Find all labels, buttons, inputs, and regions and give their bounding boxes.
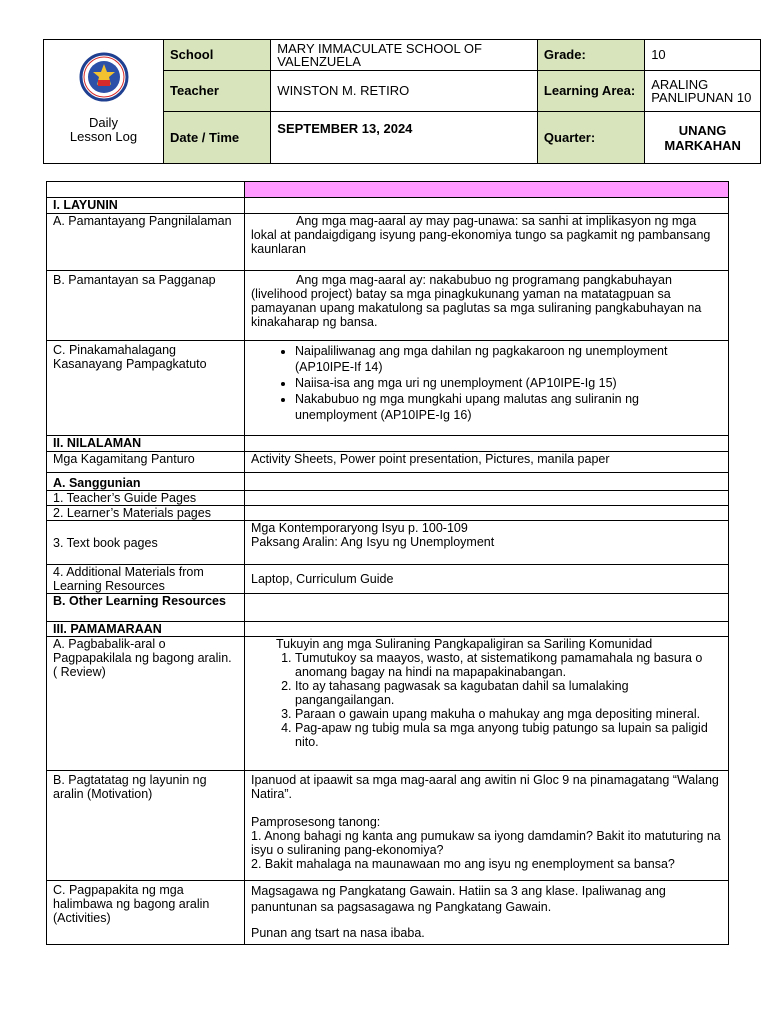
- kasanayan-list: [251, 343, 722, 423]
- motivation-line-1: Ipanuod at ipaawit sa mga mag-aaral ang awitin ni Gloc 9 na pinamagatang “Walang Natira”.: [251, 773, 719, 801]
- deped-seal-icon: [79, 52, 129, 102]
- logo-cell: [44, 40, 164, 164]
- activities-cell: [245, 881, 729, 945]
- motivation-line-3: 1. Anong bahagi ng kanta ang pumukaw sa iyong damdamin? Bakit ito matuturing na isyu o suliraning pang-ekonomiya?: [251, 829, 721, 857]
- list-item: • Naiisa-isa ang mga uri ng unemployment (AP10IPE-Ig 15): [295, 375, 722, 391]
- quarter-label: Quarter:: [537, 112, 644, 164]
- additional-materials-label: 4. Additional Materials from Learning Resources: [47, 565, 245, 594]
- motivation-cell: [245, 771, 729, 881]
- other-resources-label: B. Other Learning Resources: [47, 594, 245, 622]
- activities-label: C. Pagpapakita ng mga halimbawa ng bagong aralin (Activities): [47, 881, 245, 945]
- lesson-table: [46, 181, 729, 945]
- kasanayan-label: C. Pinakamahalagang Kasanayang Pampagkatuto: [47, 341, 245, 436]
- pamantayan-pagganap-text: Ang mga mag-aaral ay: nakabubuo ng programang pangkabuhayan (livelihood project) batay sa mga pinagkukunang yaman na matatagpuan sa pamayanan upang makatulong sa paglutas sa mga suliraning pangkabuhayan na kinakaharap ng bansa.: [245, 271, 729, 341]
- school-value: MARY IMMACULATE SCHOOL OF VALENZUELA: [271, 40, 538, 71]
- review-list: [251, 651, 722, 749]
- motivation-line-4: 2. Bakit mahalaga na maunawaan mo ang isyu ng enemployment sa bansa?: [251, 857, 675, 871]
- document-title: Daily Lesson Log: [69, 114, 138, 144]
- blank-cell: [245, 506, 729, 521]
- list-item: 1. Tumutukoy sa maayos, wasto, at sistematikong pamamahala ng basura o anomang bagay na hindi na mapapakinabangan.: [295, 651, 722, 679]
- teacher-label: Teacher: [164, 71, 271, 112]
- grade-label: Grade:: [537, 40, 644, 71]
- pamantayang-pangnilalaman-text: Ang mga mag-aaral ay may pag-unawa: sa sanhi at implikasyon ng mga lokal at pandaigdigang isyung pang-ekonomiya tungo sa pagkamit ng pambansang kaunlaran: [245, 214, 729, 271]
- blank-cell: [245, 473, 729, 491]
- blank-cell: [245, 436, 729, 452]
- school-label: School: [164, 40, 271, 71]
- activities-line-2: Punan ang tsart na nasa ibaba.: [251, 926, 425, 940]
- grade-value: 10: [645, 40, 761, 71]
- textbook-label: 3. Text book pages: [47, 521, 245, 565]
- list-item: • Naipaliliwanag ang mga dahilan ng pagkakaroon ng unemployment (AP10IPE-If 14): [295, 343, 722, 375]
- pamantayan-pagganap-label: B. Pamantayan sa Pagganap: [47, 271, 245, 341]
- activities-line-1: Magsagawa ng Pangkatang Gawain. Hatiin sa 3 ang klase. Ipaliwanag ang panuntunan sa pagsasagawa ng Pangkatang Gawain.: [251, 884, 666, 914]
- kasanayan-list-cell: [245, 341, 729, 436]
- kagamitan-label: Mga Kagamitang Panturo: [47, 452, 245, 473]
- section-layunin: I. LAYUNIN: [47, 198, 245, 214]
- motivation-label: B. Pagtatatag ng layunin ng aralin (Motivation): [47, 771, 245, 881]
- textbook-line-1: Mga Kontemporaryong Isyu p. 100-109: [251, 521, 468, 535]
- blank-cell: [245, 491, 729, 506]
- section-nilalaman: II. NILALAMAN: [47, 436, 245, 452]
- header-table: [43, 39, 761, 164]
- list-item: 4. Pag-apaw ng tubig mula sa mga anyong tubig patungo sa lupain sa paligid nito.: [295, 721, 722, 749]
- quarter-value: UNANG MARKAHAN: [645, 112, 761, 164]
- list-item: 3. Paraan o gawain upang makuha o mahukay ang mga depositing mineral.: [295, 707, 722, 721]
- list-item: 2. Ito ay tahasang pagwasak sa kagubatan dahil sa lumalaking pangangailangan.: [295, 679, 722, 707]
- date-time-label: Date / Time: [164, 112, 271, 164]
- date-value: SEPTEMBER 13, 2024: [271, 112, 538, 164]
- list-item: • Nakabubuo ng mga mungkahi upang malutas ang suliranin ng unemployment (AP10IPE-Ig 16): [295, 391, 722, 423]
- motivation-line-2: Pamprosesong tanong:: [251, 815, 381, 829]
- learning-area-label: Learning Area:: [537, 71, 644, 112]
- section-pamamaraan: III. PAMAMARAAN: [47, 622, 245, 637]
- additional-materials-text: Laptop, Curriculum Guide: [245, 565, 729, 594]
- textbook-cell: [245, 521, 729, 565]
- sanggunian-label: A. Sanggunian: [47, 473, 245, 491]
- blank-cell: [47, 182, 245, 198]
- review-cell: [245, 637, 729, 771]
- pamantayang-pangnilalaman-label: A. Pamantayang Pangnilalaman: [47, 214, 245, 271]
- blank-cell: [245, 622, 729, 637]
- learning-area-value: ARALING PANLIPUNAN 10: [645, 71, 761, 112]
- blank-cell: [245, 198, 729, 214]
- teacher-value: WINSTON M. RETIRO: [271, 71, 538, 112]
- review-intro: Tukuyin ang mga Suliraning Pangkapaligiran sa Sariling Komunidad: [276, 637, 653, 651]
- teachers-guide-label: 1. Teacher’s Guide Pages: [47, 491, 245, 506]
- textbook-line-2: Paksang Aralin: Ang Isyu ng Unemployment: [251, 535, 495, 549]
- review-label: A. Pagbabalik-aral o Pagpapakilala ng bagong aralin. ( Review): [47, 637, 245, 771]
- kagamitan-text: Activity Sheets, Power point presentation, Pictures, manila paper: [245, 452, 729, 473]
- blank-cell: [245, 594, 729, 622]
- learners-materials-label: 2. Learner’s Materials pages: [47, 506, 245, 521]
- pink-header-cell: [245, 182, 729, 198]
